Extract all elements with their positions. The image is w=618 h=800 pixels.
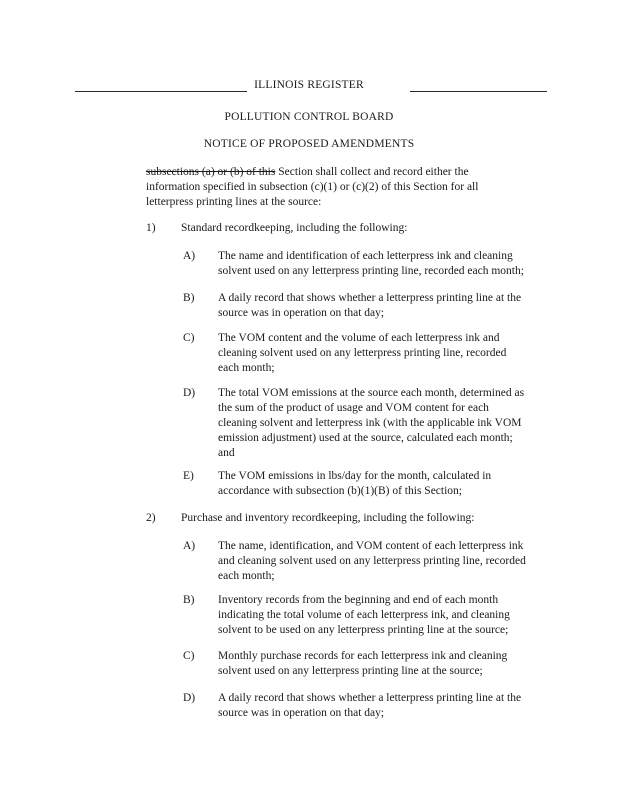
text-line: solvent used on any letterpress printing line at the source; — [218, 665, 483, 677]
item-2-label: 2) — [146, 512, 156, 524]
intro-line-1-rest: Section shall collect and record either the — [275, 166, 469, 178]
item-1-label: 1) — [146, 222, 156, 234]
text-line: The name and identification of each letterpress ink and cleaning — [218, 250, 513, 262]
item-1-sub-b-label: B) — [183, 292, 195, 304]
intro-line-1 — [146, 165, 546, 180]
item-1-sub-a-label: A) — [183, 250, 196, 262]
text-line: Monthly purchase records for each letterpress ink and cleaning — [218, 650, 508, 662]
board-title: POLLUTION CONTROL BOARD — [224, 111, 394, 123]
text-line: The VOM emissions in lbs/day for the month, calculated in — [218, 470, 492, 482]
text-line: and cleaning solvent used on any letterpress printing line, recorded — [218, 555, 526, 567]
notice-title: NOTICE OF PROPOSED AMENDMENTS — [203, 138, 415, 150]
item-1-sub-a-text — [218, 249, 548, 279]
item-2-sub-c-text — [218, 649, 548, 679]
text-line: indicating the total volume of each letterpress ink, and cleaning — [218, 609, 510, 621]
text-line: accordance with subsection (b)(1)(B) of this Section; — [218, 485, 462, 497]
text-line: The total VOM emissions at the source each month, determined as — [218, 387, 525, 399]
text-line: cleaning solvent and letterpress ink (with the applicable ink VOM — [218, 417, 522, 429]
item-2-text: Purchase and inventory recordkeeping, including the following: — [181, 512, 475, 524]
text-line: The VOM content and the volume of each letterpress ink and — [218, 332, 500, 344]
item-1-text: Standard recordkeeping, including the following: — [181, 222, 408, 234]
intro-line-3: letterpress printing lines at the source: — [146, 196, 322, 208]
register-title: ILLINOIS REGISTER — [254, 79, 364, 91]
item-2-sub-d-text — [218, 691, 548, 721]
text-line: A daily record that shows whether a letterpress printing line at the — [218, 292, 522, 304]
item-1-sub-d-text — [218, 386, 548, 461]
item-2-sub-d-label: D) — [183, 692, 196, 704]
item-1-sub-e-text — [218, 469, 548, 499]
item-2-sub-c-label: C) — [183, 650, 195, 662]
text-line: Inventory records from the beginning and end of each month — [218, 594, 499, 606]
item-1-sub-e-label: E) — [183, 470, 194, 482]
text-line: and — [218, 447, 235, 459]
text-line: The name, identification, and VOM content of each letterpress ink — [218, 540, 524, 552]
text-line: A daily record that shows whether a letterpress printing line at the — [218, 692, 522, 704]
intro-paragraph — [146, 165, 546, 210]
text-line: source was in operation on that day; — [218, 307, 385, 319]
item-2-sub-b-label: B) — [183, 594, 195, 606]
intro-line-2: information specified in subsection (c)(1) or (c)(2) of this Section for all — [146, 181, 479, 193]
item-1-sub-d-label: D) — [183, 387, 196, 399]
text-line: cleaning solvent used on any letterpress printing line, recorded — [218, 347, 507, 359]
item-1-sub-b-text — [218, 291, 548, 321]
text-line: solvent to be used on any letterpress printing line at the source; — [218, 624, 509, 636]
text-line: emission adjustment) used at the source, calculated each month; — [218, 432, 513, 444]
item-2-sub-a-label: A) — [183, 540, 196, 552]
text-line: the sum of the product of usage and VOM content for each — [218, 402, 489, 414]
item-1-sub-c-text — [218, 331, 548, 376]
item-2-sub-b-text — [218, 593, 548, 638]
text-line: source was in operation on that day; — [218, 707, 385, 719]
text-line: each month; — [218, 362, 275, 374]
text-line: each month; — [218, 570, 275, 582]
text-line: solvent used on any letterpress printing line, recorded each month; — [218, 265, 524, 277]
item-1-sub-c-label: C) — [183, 332, 195, 344]
struck-text: subsections (a) or (b) of this — [146, 166, 276, 178]
item-2-sub-a-text — [218, 539, 548, 584]
